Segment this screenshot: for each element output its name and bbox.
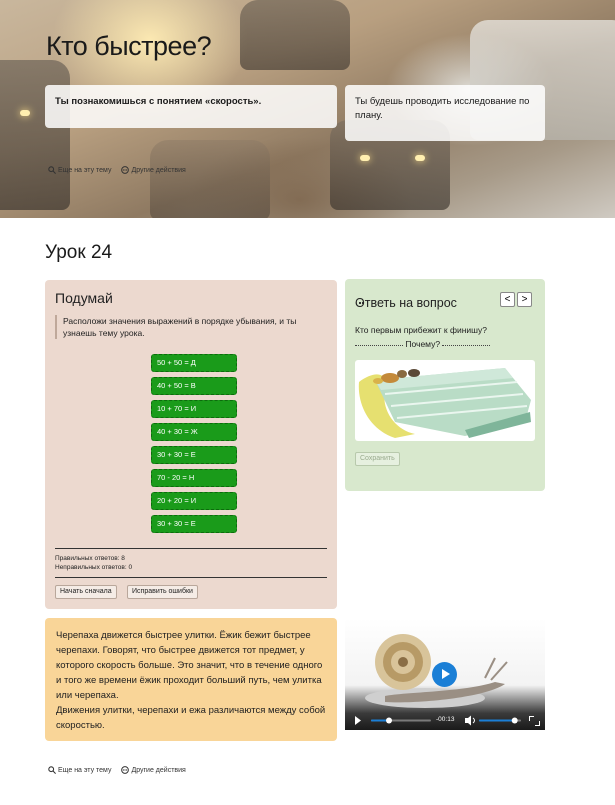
- answer-chip-3[interactable]: 10 + 70 = И: [151, 400, 237, 418]
- hero-links: [48, 166, 186, 174]
- answer-chip-2[interactable]: 40 + 50 = В: [151, 377, 237, 395]
- think-panel: [45, 280, 337, 609]
- lesson-title: Урок 24: [45, 242, 113, 263]
- divider: [55, 548, 327, 549]
- car-image-top: [240, 0, 350, 70]
- goal-card-2: Ты будешь проводить исследование по плану.: [345, 85, 545, 141]
- answer-why: Почему?: [405, 339, 441, 349]
- more-on-topic-link[interactable]: [48, 766, 111, 774]
- wrong-count: Неправильных ответов: 0: [55, 564, 133, 571]
- menu-circle-icon: [121, 166, 129, 174]
- car-light: [20, 110, 30, 116]
- think-question: Расположи значения выражений в порядке убывания, и ты узнаешь тему урока.: [55, 315, 327, 339]
- seek-handle[interactable]: [386, 718, 392, 724]
- answer-chip-4[interactable]: 40 + 30 = Ж: [151, 423, 237, 441]
- menu-circle-icon: [121, 766, 129, 774]
- car-light: [360, 155, 370, 161]
- hero-banner: [0, 0, 615, 218]
- other-actions-link[interactable]: [121, 766, 185, 774]
- next-button[interactable]: >: [517, 292, 532, 307]
- volume-icon[interactable]: [465, 716, 471, 726]
- prev-button[interactable]: <: [500, 292, 515, 307]
- answer-panel: [345, 279, 545, 491]
- answer-chip-6[interactable]: 70 - 20 = Н: [151, 469, 237, 487]
- volume-wave: [473, 718, 475, 723]
- other-actions-link[interactable]: [121, 166, 185, 174]
- volume-handle[interactable]: [512, 718, 518, 724]
- story-text: Черепаха движется быстрее улитки. Ёжик бежит быстрее черепахи. Говорят, что быстрее движется тот предмет, у которого скорость больше. Это значит, что в течение одного и того же времени ёжик проходит больший путь, чем улитка или черепаха.: [56, 630, 323, 701]
- car-light: [415, 155, 425, 161]
- answer-question: [355, 323, 535, 351]
- answer-chip-1[interactable]: 50 + 50 = Д: [151, 354, 237, 372]
- fullscreen-icon[interactable]: [529, 716, 540, 726]
- save-button[interactable]: Сохранить: [355, 452, 400, 466]
- more-on-topic-link[interactable]: [48, 166, 111, 174]
- answer-heading: Ответь на вопрос: [355, 296, 457, 310]
- more-on-topic-label: Еще на эту тему: [58, 166, 112, 174]
- volume-level: [479, 720, 515, 722]
- video-player[interactable]: [345, 618, 545, 730]
- car-image-middle: [150, 140, 270, 218]
- car-image-left: [0, 60, 70, 210]
- race-track-illustration: [355, 360, 535, 441]
- answer-blank-1[interactable]: [355, 345, 403, 346]
- more-on-topic-label: Еще на эту тему: [58, 766, 112, 774]
- restart-button[interactable]: Начать сначала: [55, 585, 117, 599]
- correct-count: Правильных ответов: 8: [55, 555, 125, 562]
- answer-question-text: Кто первым прибежит к финишу?: [355, 325, 487, 335]
- answer-chip-8[interactable]: 30 + 30 = Е: [151, 515, 237, 533]
- footer-links: [48, 766, 186, 774]
- race-track-image: [355, 360, 535, 441]
- answer-chip-5[interactable]: 30 + 30 = Е: [151, 446, 237, 464]
- magnifier-icon: [48, 166, 56, 174]
- think-heading: Подумай: [55, 290, 113, 306]
- other-actions-label: Другие действия: [131, 766, 186, 774]
- story-panel: [45, 618, 337, 741]
- play-button[interactable]: [432, 662, 457, 687]
- magnifier-icon: [48, 766, 56, 774]
- page-title: Кто быстрее?: [46, 31, 212, 61]
- video-time: -00:13: [436, 716, 455, 723]
- other-actions-label: Другие действия: [131, 166, 186, 174]
- play-icon[interactable]: [355, 716, 361, 725]
- answer-chip-7[interactable]: 20 + 20 = И: [151, 492, 237, 510]
- slide-indicator: [359, 291, 365, 293]
- story-conclusion: Движения улитки, черепахи и ежа различаются между собой скоростью.: [56, 705, 326, 731]
- answer-blank-2[interactable]: [442, 345, 490, 346]
- fix-errors-button[interactable]: Исправить ошибки: [127, 585, 198, 599]
- goal-card-1: Ты познакомишься с понятием «скорость».: [45, 85, 337, 128]
- divider: [55, 577, 327, 578]
